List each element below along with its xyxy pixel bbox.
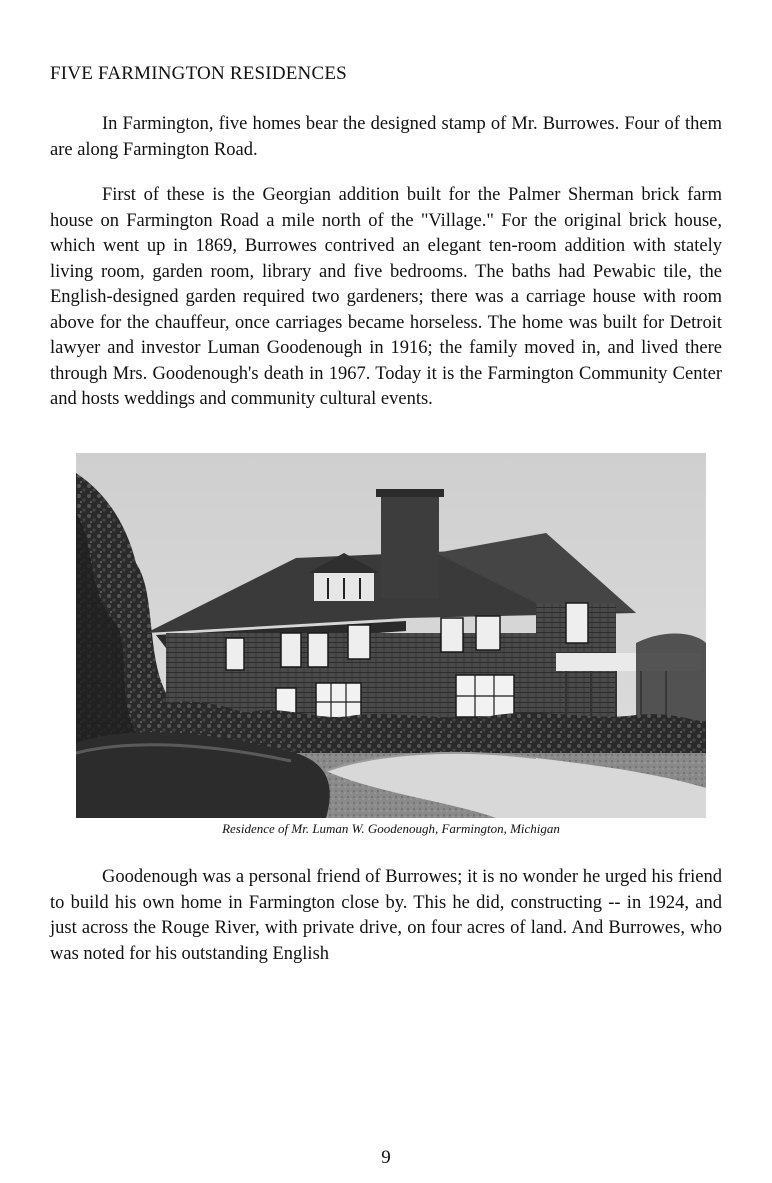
paragraph-palmer-sherman-house: First of these is the Georgian addition built for the Palmer Sherman brick farm house on Farmington Road a mile north of the "Village." For the original brick house, which went up in 1869, Burrowes contrived an elegant ten-room addition with stately living room, garden room, library and five bedrooms. The baths had Pewabic tile, the English-designed garden required two gardeners; there was a carriage house with room above for the chauffeur, once carriages became horseless. The home was built for Detroit lawyer and investor Luman Goodenough in 1916; the family moved in, and lived there through Mrs. Goodenough's death in 1967. Today it is the Farmington Community Center and hosts weddings and community cultural events.: [50, 185, 722, 409]
residence-photograph: [76, 453, 706, 818]
paragraph-intro: In Farmington, five homes bear the designed stamp of Mr. Burrowes. Four of them are along Farmington Road.: [50, 114, 722, 160]
photo-caption: Residence of Mr. Luman W. Goodenough, Farmington, Michigan: [222, 821, 560, 836]
section-heading: FIVE FARMINGTON RESIDENCES: [50, 63, 347, 84]
page-number: 9: [381, 1147, 391, 1168]
paragraph-burrowes-home: Goodenough was a personal friend of Burrowes; it is no wonder he urged his friend to build his own home in Farmington close by. This he did, constructing -- in 1924, and just across the Rouge River, with private drive, on four acres of land. And Burrowes, who was noted for his outstanding English: [50, 867, 722, 964]
house-illustration: [76, 453, 706, 818]
